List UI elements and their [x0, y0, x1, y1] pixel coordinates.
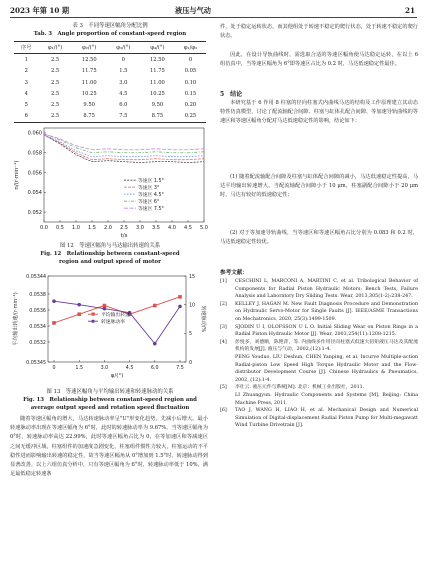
y-tick-label: 0.060 [27, 130, 42, 137]
reference-text: LI Zhuangyun. Hydraulic Components and Systems [M]. Beijing: China Machine Press, 2011. [235, 392, 418, 406]
y-tick-label: 0.052 [27, 209, 42, 216]
speed-point [52, 321, 56, 325]
legend-label: 等速区 1.5° [138, 179, 164, 184]
legend-label: 等速区 3° [138, 186, 160, 191]
table-cell: 0 [188, 56, 193, 63]
x-tick-label: 2.0 [104, 225, 112, 231]
x-tick-label: 0.0 [40, 225, 48, 231]
table-cell: 10.25 [150, 90, 165, 97]
reference-item [220, 324, 418, 339]
table-cell: 12.50 [81, 56, 97, 63]
fluctuation-point [52, 299, 56, 303]
legend-label: 平均输出转速 [101, 313, 130, 318]
table-header-cell: φ₃/(°) [107, 42, 140, 54]
y-tick-label-left: 0.05345 [26, 360, 46, 366]
table-cell: 0.25 [175, 111, 206, 123]
table-cell: 0.15 [184, 90, 197, 97]
reference-text: SJODIN U I, OLOFSSON U L O. Initial Sliding Wear on Piston Rings in a Radial Piston Hydraulic Motor [J]. Wear, 2003,254(11):1208-1215. [235, 324, 418, 338]
x-tick-label: 3.0 [100, 366, 109, 371]
table-header-cell: φ₄/(°) [140, 42, 175, 54]
table-cell: 1 [24, 56, 28, 63]
legend-marker [92, 313, 95, 316]
table-row [14, 111, 206, 123]
table-cell: 0.20 [184, 102, 197, 109]
fig13-caption-cn: 图 13 等速区幅角与平均输出转速和转速脉动的关系 [46, 389, 174, 395]
x-tick-label: 4.0 [168, 225, 176, 231]
reference-number: [5] [220, 385, 227, 391]
references-heading: 参考文献： [220, 270, 248, 276]
table3-caption-en: Tab. 3 Angle proportion of constant-speed region [33, 31, 187, 37]
reference-text: TAO J, WANG H, LIAO H, et al. Mechanical Design and Numerical Simulation of Digital-displacement Radial Piston Pump for Multi-megawatt Wind Turbine Drivetrain [J]. [235, 408, 418, 429]
fig13-chart [10, 270, 210, 388]
reference-text: CESCHINI L, MARCONI A, MARTINI C, et al. Tribological Behavior of Components for Radial Piston Hydraulic Motors: Bench Tests, Failure Analysis and Laboratory Dry Sliding Tests. Wear, 2013,305(1-2):238-247. [235, 279, 418, 300]
table-cell: 11.00 [150, 79, 165, 86]
y-axis-label: n/(r·min⁻¹) [14, 160, 20, 190]
reference-item [220, 278, 418, 301]
reference-item [220, 354, 418, 384]
table-row [14, 88, 206, 99]
x-tick-label: 3.5 [152, 225, 160, 231]
right-paragraph-2: 因此，在设计导轨曲线时，需选取合适的等速区幅角使马达稳定运转，在以上 6 组仿真中，当等速区幅角为 6°即等速区占比为 0.2 时，马达低速稳定性最佳。 [220, 52, 418, 68]
table-header-row [14, 42, 206, 54]
reference-item [220, 384, 418, 392]
fig12-caption-en-1: Fig. 12 Relationship between constant-speed [40, 251, 180, 257]
table-cell: 2 [24, 68, 28, 75]
fig12-chart [10, 122, 210, 242]
table-cell: 9.50 [83, 102, 95, 109]
table-cell: 9.50 [151, 102, 164, 109]
reference-text: PENG Youduo, LIU Deshun, CHEN Yanping, et al. Incurve Multiple-action Radial-piston Low Speed High Torque Hydraulic Motor and the Flow-distributor Development Course [J]. Chinese Hydraulics & Pneumatics, 2002, (12):1-4. [235, 354, 418, 383]
table-cell: 4.5 [119, 90, 128, 97]
fig12-caption-en-2: region and output speed of motor [59, 259, 161, 265]
y-tick-label-right: 5 [189, 332, 193, 338]
table-header-cell: φ₁/φ₃ [175, 42, 206, 54]
table-header-cell: 序号 [14, 42, 38, 54]
fig13-caption-en-2: average output speed and rotation speed fluctuation [30, 405, 190, 411]
legend-label: 等速区 6° [138, 200, 160, 205]
reference-item [220, 339, 418, 354]
fluctuation-point [178, 305, 182, 309]
y-tick-label-left: 0.0538 [29, 292, 46, 298]
table-row [14, 77, 206, 88]
table-cell: 6 [14, 111, 38, 123]
reference-item [220, 301, 418, 324]
table-cell: 10.25 [81, 90, 97, 97]
journal-name: 液压与气动 [175, 6, 211, 15]
y-tick-label-right: 10 [189, 303, 196, 309]
reference-number: [6] [220, 408, 227, 414]
table-row [14, 99, 206, 110]
speed-line [54, 297, 180, 323]
x-tick-label: 6.0 [150, 366, 159, 371]
table-cell: 8.75 [140, 111, 175, 123]
page-number: 21 [405, 6, 416, 15]
y-tick-label-left: 0.05344 [26, 274, 46, 280]
table-cell: 7.5 [107, 111, 140, 123]
speed-point [77, 312, 81, 316]
table-cell: 11.75 [150, 68, 165, 75]
table-cell: 11.00 [81, 79, 97, 86]
table-cell: 2.5 [50, 56, 60, 63]
left-paragraph: 随着等速区幅角的增大，马达转速脉动率呈"U"形变化趋势，先减小后增大。最小转速脉动率出现在等速区幅角为 6°时，此时的转速脉动率为 9.67%。当等速区幅角为 0°时，转速脉动率高达 22.99%，此时等速区幅角占比为 0，在等加速区和等减速区之间无缓冲区域，柱塞组件的加速度急剧变化，柱塞组件惯性力较大，柱塞运动的不平稳性进而影响输出转速的稳定性，故当等速区幅角从 0°增加到 1.5°时，转速脉动得到显著改善。以上六组仿真分析中，只有等速区幅角为 6°时，转速脉动率低于 10%，满足最低稳定转速条 [10, 416, 208, 478]
fluctuation-point [103, 307, 107, 311]
reference-number: [2] [220, 301, 227, 307]
x-tick-label: 0 [52, 366, 56, 371]
legend-label: 等速区 7.5° [138, 207, 164, 212]
legend-marker [91, 320, 94, 323]
reference-text: 彭悦多，刘德顺，陈艳萍，等. 内曲线多作用径向柱塞式低速大扭矩液压马达及其配流机构的发展[J]. 液压与气动，2002,(12):1-4. [235, 339, 418, 353]
x-axis-label: φ/(°) [110, 373, 124, 379]
table-header-cell: φ₂/(°) [72, 42, 107, 54]
speed-point [103, 304, 107, 308]
y-tick-label: 0.054 [27, 190, 42, 197]
table-header-cell: φ₁/(°) [38, 42, 71, 54]
reference-number: [1] [220, 279, 227, 284]
x-tick-label: 2.5 [120, 225, 128, 231]
issue-label: 2023 年第 10 期 [10, 6, 70, 15]
table-cell: 1.5 [119, 68, 128, 75]
series-line [44, 134, 204, 150]
table-row [14, 54, 206, 66]
fig13-caption-en-1: Fig. 13 Relationship between constant-speed region and [23, 397, 197, 403]
y-tick-label: 0.056 [27, 170, 42, 177]
legend-label: 等速区 4.5° [138, 193, 164, 198]
fluctuation-point [77, 303, 81, 307]
y-axis-label-left: 平均输出转速/(r·min⁻¹) [13, 292, 19, 346]
reference-number: [4] [220, 339, 227, 345]
references-list [220, 278, 418, 430]
data-table [14, 41, 206, 123]
x-axis-label: t/s [120, 233, 128, 239]
y-tick-label-right: 15 [189, 274, 196, 280]
x-tick-label: 1.0 [72, 225, 80, 231]
right-paragraph-4: (1) 随着配流轴配合间隙及柱塞与缸体配合间隙的减小，马达低速稳定性提高，马达平均输出转速增大。当配流轴配合间隙小于 10 μm，柱塞副配合间隙小于 20 μm 时，马达有较好的低速稳定性； [220, 174, 418, 199]
table-cell: 2.5 [50, 90, 60, 97]
reference-text: KELLEY J, HAGAN M. New Fault Diagnosis Procedure and Demonstration on Hydraulic Servo-Motor for Single Faults [J]. IEEE/ASME Transactions on Mechatronics, 2020, 25(3):1499-1509. [235, 301, 418, 322]
table-cell: 8.75 [72, 111, 107, 123]
right-paragraph-5: (2) 对于等加速导轨曲线，当等速区和等速区幅角占比分别为 0.083 和 0.2 时，马达低速稳定性较优。 [220, 230, 418, 246]
x-tick-label: 0.5 [56, 225, 64, 231]
table-cell: 3 [24, 79, 28, 86]
table-cell: 2.5 [50, 79, 60, 86]
x-tick-label: 7.5 [176, 366, 184, 371]
table-cell: 0 [121, 56, 125, 63]
speed-point [178, 295, 182, 299]
legend-label: 转速脉动率 [101, 320, 125, 325]
table-cell: 3.0 [119, 79, 128, 86]
table-cell: 5 [24, 102, 28, 109]
table-cell: 4 [24, 90, 28, 97]
y-tick-label-right: 0 [189, 360, 193, 366]
table-cell: 11.75 [81, 68, 97, 75]
series-line [44, 135, 204, 163]
right-paragraph-3: 本研究基于 6 作用 8 柱塞的径向柱塞式内曲线马达的结构及工作原理建立其动态特性仿真模型，讨论了配流轴配合间隙、柱塞与缸体孔配合间隙、等加速导轨曲线的等速区和等速区幅角分配对马达低速稳定性的影响，结论如下： [220, 100, 418, 125]
table-cell: 0.10 [184, 79, 197, 86]
y-tick-label: 0.058 [27, 150, 42, 157]
y-axis-label-right: 转速脉动/% [200, 305, 206, 333]
table-row [14, 66, 206, 77]
table-cell: 6.0 [119, 102, 128, 109]
series-line [44, 135, 204, 157]
y-tick-label-left: 0.0536 [29, 308, 46, 314]
table3-caption-cn: 表 3 不同等速区幅角分配比例 [72, 23, 148, 29]
x-tick-label: 4.5 [184, 225, 192, 231]
x-tick-label: 1.5 [75, 366, 84, 371]
x-tick-label: 1.5 [88, 225, 96, 231]
x-tick-label: 3.0 [136, 225, 144, 231]
section-heading: 5 结论 [220, 91, 243, 98]
table-cell: 0.05 [184, 68, 197, 75]
table-cell: 2.5 [50, 68, 60, 75]
y-tick-label-left: 0.0534 [29, 324, 46, 330]
x-tick-label: 4.5 [125, 366, 134, 371]
reference-item [220, 407, 418, 430]
series-line [44, 135, 204, 160]
speed-point [153, 304, 157, 308]
reference-text: 李壮云. 液压元件与系统[M]. 北京：机械工业出版社，2011. [235, 385, 365, 391]
fig12-caption-cn: 图 12 等速区幅角与马达输出转速的关系 [59, 243, 161, 249]
x-tick-label: 5.0 [200, 225, 208, 231]
plot-frame [48, 276, 186, 362]
table-cell: 2.5 [38, 111, 71, 123]
table-cell: 12.50 [150, 56, 165, 63]
fluctuation-point [153, 342, 157, 346]
y-tick-label-left: 0.0532 [29, 340, 46, 346]
reference-item [220, 392, 418, 407]
header-rule [10, 17, 417, 18]
right-paragraph-1: 件，处于稳定运转状态，而其他组处于转速不稳定的爬行状态，处于转速不稳定的爬行状态。 [220, 24, 418, 40]
table-cell: 2.5 [50, 102, 60, 109]
reference-number: [3] [220, 324, 227, 330]
